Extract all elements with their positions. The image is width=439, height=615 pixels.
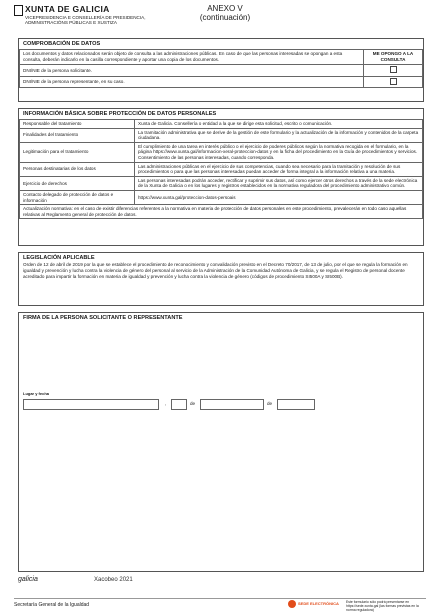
galicia-logo [18, 576, 38, 583]
day-field[interactable] [171, 399, 187, 410]
row-label: Finalidades del tratamiento [20, 128, 135, 142]
row-text: El cumplimiento de una tarea en interés público o el ejercicio de poderes públicos según la normativa recogida en el formulario, en la página https://www.xunta.gal/informacion-xeral-proteccion-datos y en la ficha del procedimiento en la Guía de procedimientos y servicios. Consentimiento de las personas interesadas, cuando corresponda. [135, 142, 423, 162]
de-separator: de [267, 401, 273, 406]
verification-row: DNI/NIE de la persona solicitante. [20, 65, 364, 77]
verification-row: DNI/NIE de la persona representante, en su caso. [20, 76, 364, 88]
oppose-header: ME OPONGO A LA CONSULTA [364, 50, 423, 65]
checkbox-icon[interactable] [390, 78, 397, 85]
comma-separator: , [165, 401, 167, 406]
section-title: LEGISLACIÓN APLICABLE [23, 255, 95, 261]
checkbox-icon[interactable] [390, 66, 397, 73]
legislation-section [18, 252, 424, 306]
row-text: La tramitación administrativa que se derive de la gestión de este formulario y la actualización de la información y contenidos de la carpeta ciudadana. [135, 128, 423, 142]
xacobeo-logo [94, 577, 133, 583]
data-verification-section [18, 38, 424, 102]
sede-note: Este formulario sólo podrá presentarse en https://sede.xunta.gal (las formas previstas en la norma reguladora) [346, 600, 419, 612]
section-title: COMPROBACIÓN DE DATOS [23, 41, 101, 47]
footer-divider [14, 598, 426, 599]
department-line-2: ADMINISTRACIÓNS PÚBLICAS E XUSTIZA [25, 20, 117, 26]
row-text: Las personas interesadas podrán acceder, rectificar y suprimir sus datos, así como ejercer otros derechos a través de la sede electrónica de la Xunta de Galicia o en los lugares y registros establecidos en la normativa reguladora del procedimiento administrativo común. [135, 176, 423, 190]
xacobeo-mark: Xacobeo 2021 [94, 577, 133, 583]
place-date-label: Lugar y fecha [23, 391, 50, 396]
data-protection-section [18, 108, 424, 246]
section-title: INFORMACIÓN BÁSICA SOBRE PROTECCIÓN DE DATOS PERSONALES [23, 111, 217, 117]
de-separator: de [190, 401, 196, 406]
row-link[interactable]: https://www.xunta.gal/proteccion-datos-persoais [135, 190, 423, 204]
row-label: Personas destinatarias de los datos [20, 162, 135, 176]
row-text: Xunta de Galicia. Consellería o entidad a la que se dirige esta solicitud, escrito o comunicación. [135, 120, 423, 129]
sede-label: SEDE ELECTRÓNICA [298, 601, 339, 606]
xunta-logo [14, 4, 146, 30]
galicia-mark: galicia [18, 576, 38, 583]
department-line-1: VICEPRESIDENCIA E CONSELLERÍA DE PRESIDENCIA, [25, 15, 146, 20]
year-field[interactable] [277, 399, 315, 410]
sede-electronica-icon [288, 600, 296, 608]
row-label: Responsable del tratamiento [20, 120, 135, 129]
verification-intro: Los documentos y datos relacionados serán objeto de consulta a las administraciones públicas. En caso de que las personas interesadas se opongan a esta consulta, deberán indicarlo en la casilla correspondiente y aportar una copia de los documentos. [20, 50, 364, 65]
annex-title: ANEXO V [207, 4, 243, 13]
coat-of-arms-icon [14, 5, 23, 16]
place-field[interactable] [23, 399, 159, 410]
annex-subtitle: (continuación) [199, 13, 251, 22]
data-protection-table [19, 119, 423, 219]
row-label: Contacto delegado de protección de datos e información [20, 190, 135, 204]
brand-name: XUNTA DE GALICIA [25, 4, 110, 14]
footer-secretaria: Secretaría General de la Igualdad [14, 602, 90, 608]
oppose-checkbox-applicant[interactable] [364, 65, 423, 77]
signature-section [18, 312, 424, 572]
row-label: Ejercicio de derechos [20, 176, 135, 190]
regulatory-update-note: Actualización normativa: en el caso de existir diferencias referentes a la normativa en materia de protección de datos personales en este procedimiento, prevalecerán en todo caso aquellas relativas al Reglamento general de protección de datos. [20, 205, 423, 219]
section-title: FIRMA DE LA PERSONA SOLICITANTE O REPRESENTANTE [23, 315, 183, 321]
row-text: Las administraciones públicas en el ejercicio de sus competencias, cuando sea necesario para la tramitación y resolución de sus procedimientos o para que las personas interesadas puedan acceder de forma integral a la información relativa a una materia. [135, 162, 423, 176]
annex-title-block [190, 4, 260, 22]
month-field[interactable] [200, 399, 264, 410]
legislation-text: Orden de 12 de abril de 2019 por la que se establece el procedimiento de reconocimiento y convalidación previsto en el Decreto 70/2017, de 13 de julio, por el que se regula la formación en igualdad y prevención y lucha contra la violencia de género del personal al servicio de la Administración de la Comunidad Autónoma de Galicia, y se regula el Registro de personal docente acreditado para impartir la formación en materia de igualdad y prevención y lucha contra la violencia de género (códigos de procedimiento SI500A y SI500B). [23, 262, 408, 280]
row-label: Legitimación para el tratamiento [20, 142, 135, 162]
verification-table [19, 49, 423, 88]
oppose-checkbox-representative[interactable] [364, 76, 423, 88]
department-name [25, 15, 146, 26]
